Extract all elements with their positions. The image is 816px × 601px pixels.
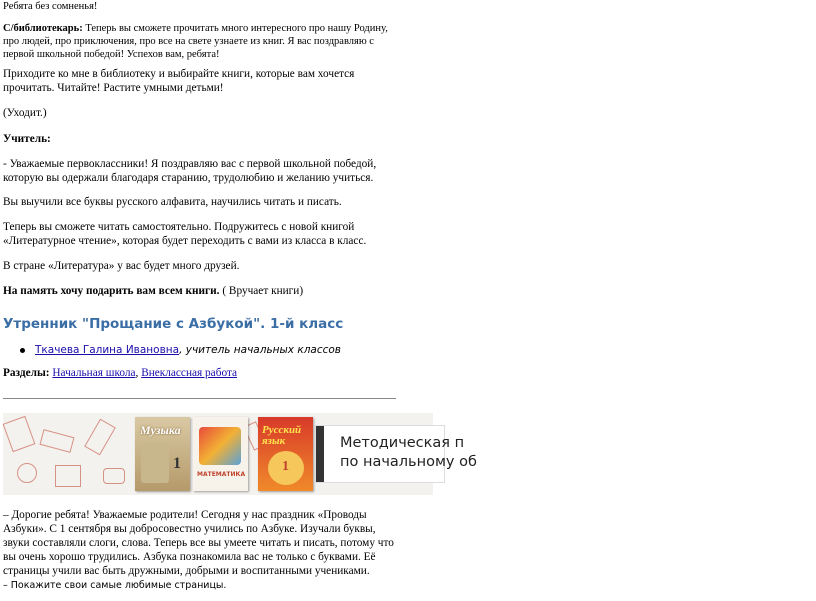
book-math-illustration [199,427,241,465]
book-math-title: МАТЕМАТИКА [197,471,246,478]
horizontal-rule [3,398,396,399]
gift-bold: На память хочу подарить вам всем книги. [3,285,220,297]
doodle-globe-icon [17,463,37,483]
book-music-title: Музыка [140,423,181,437]
sections-label: Разделы: [3,367,50,379]
teacher-speech: - Уважаемые первоклассники! Я поздравляю вас с первой школьной победой, которую вы одержали благодаря старанию, трудолюбию и желанию учиться. [3,158,377,184]
author-line [20,344,341,356]
book-music-illustration [141,443,169,483]
doodle-pencil-icon [39,429,74,453]
gift-rest: ( Вручает книги) [219,285,304,297]
bullet-icon [20,348,25,353]
invite-paragraph: Приходите ко мне в библиотеку и выбирайте книги, которые вам хочется прочитать. Читайте! Растите умными детьми! [3,68,355,94]
doodle-notebook-icon [55,465,81,487]
section-link-primary-school[interactable]: Начальная школа [52,367,136,379]
book-cover-music [135,417,190,491]
parents-paragraph: – Дорогие ребята! Уважаемые родители! Сегодня у нас праздник «Проводы Азбуки». С 1 сентября вы добросовестно учились по Азбуке. Изучали буквы, звуки составляли слоги, слова. Теперь все вы умеете читать и писать, потому что вы очень хорошо трудились. Азбука познакомила вас не только с буквами. Её страницы учили вас быть дружными, добрыми и воспитанными учениками. [3,509,394,577]
article-title: Утренник "Прощание с Азбукой". 1-й класс [3,316,344,332]
doodle-palette-icon [103,468,125,484]
intro-line: Ребята без сомненья! [3,1,98,12]
banner-promo-panel [315,425,477,483]
exit-paragraph: (Уходит.) [3,107,47,119]
teacher-label: Учитель: [3,133,51,145]
doodle-ruler-icon [84,419,116,456]
librarian-paragraph [3,22,403,61]
librarian-text: Теперь вы сможете прочитать много интересного про нашу Родину, про людей, про приключения, про все на свете узнаете из книг. Я вас поздравляю с первой школьной победой! Успехов вам, ребята! [3,23,388,60]
sections-separator: , [135,367,142,379]
book-russian-number: 1 [282,459,289,474]
author-link[interactable]: Ткачева Галина Ивановна [35,344,180,356]
promo-accent-bar [316,426,324,482]
country-paragraph: В стране «Литература» у вас будет много друзей. [3,260,240,272]
ad-banner[interactable] [3,413,477,495]
book-music-number: 1 [173,455,181,472]
gift-paragraph [3,284,413,298]
author-role: , учитель начальных классов [179,344,341,356]
last-line: – Покажите свои самые любимые страницы. [3,580,227,591]
book-cover-math [193,417,248,491]
new-book-paragraph: Теперь вы сможете читать самостоятельно. Подружитесь с новой книгой «Литературное чтение», которая будет переходить с вами из класса в класс. [3,221,367,247]
promo-line-1: Методическая п [340,435,465,451]
promo-line-2: по начальному об [340,454,477,470]
sections-line [3,367,237,379]
doodle-book-icon [3,416,36,452]
book-cover-russian [258,417,313,491]
book-russian-title: Русский язык [262,424,302,447]
alphabet-paragraph: Вы выучили все буквы русского алфавита, научились читать и писать. [3,196,342,208]
section-link-extracurricular[interactable]: Внеклассная работа [141,367,238,379]
librarian-label: С/библиотекарь: [3,23,83,34]
